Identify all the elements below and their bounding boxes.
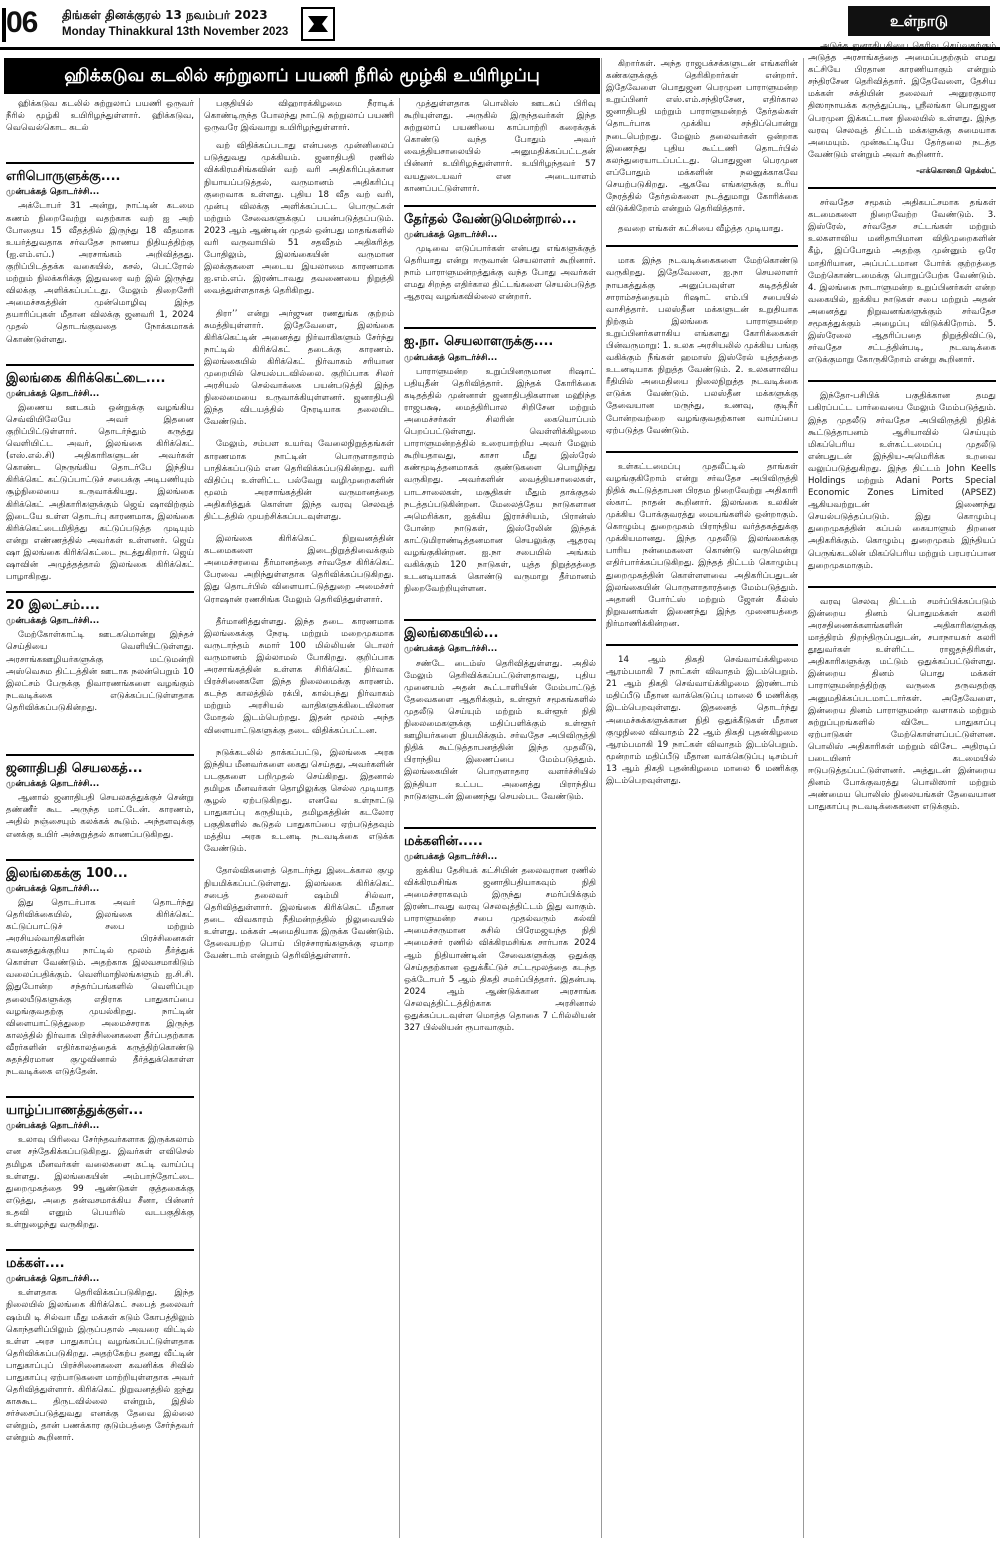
continued-dateline: முன்பக்கத் தொடர்ச்சி... <box>6 616 100 627</box>
story-body: ஆனால் ஜனாதிபதி செயலகத்துக்குச் சென்று தண்ணீர் கூட அருந்த மாட்டேன். காரணம், அதில் நஞ்சையும் கலக்கக் கூடும். அந்தளவுக்கு எனக்கு உயிர் அச்சுறுத்தல் காணப்படுகிறது. <box>6 793 194 840</box>
story-title: இலங்கையில்... <box>404 626 499 642</box>
story-body: இலங்கை கிரிக்கெட் நிறுவனத்தின் கடமைகளை இடைநிறுத்திவைக்கும் அமைச்சரவை தீர்மானத்தை சர்வதேச கிரிக்கெட் பேரவை அறிந்துள்ளதாக தெரிவிக்கப்படுகிறது. இது தொடர்பில் விளையாட்டுத்துறை அமைச்சர் ரொஷான் ரணசிங்க மேலும் தெரிவித்துள்ளார். <box>204 534 394 605</box>
section-divider <box>404 327 596 329</box>
section-divider <box>6 162 194 164</box>
story-body: பகுதியில் விஹாரக்கிழமை நீராடிக் கொண்டிருந்த போலந்து நாட்டு சுற்றுலாப் பயணி ஒருவரே இவ்வாறு உயிரிழந்துள்ளார். <box>204 99 394 134</box>
continued-dateline: முன்பக்கத் தொடர்ச்சி... <box>6 1274 100 1285</box>
column-2 <box>204 98 394 1538</box>
story-title: யாழ்ப்பாணத்துக்குள்... <box>6 1103 144 1119</box>
lead-headline: ஹிக்கடுவ கடலில் சுற்றுலாப் பயணி நீரில் மூழ்கி உயிரிழப்பு <box>4 58 600 94</box>
story-body: சண்டே டைம்ஸ் தெரிவித்துள்ளது. அதில் மேலும் தெரிவிக்கப்பட்டுள்ளதாவது, புதிய முனையம் அதன் கூட்டாளியின் மேம்பாட்டுத் தேவைகளை ஆதரிக்கும், உள்ளூர் சமூகங்களில் முதலீடு செய்யும் மற்றும் உள்ளூர் நிதி நிலைமைகளுக்கு மதிப்பளிக்கும் உள்ளூர் ஊழியர்களை நியமிக்கும். சர்வதேச அபிவிருத்தி நிதிக் கூட்டுத்தாபனத்தின் இந்த முதலீடு, பிராந்திய இணைப்பை மேம்படுத்தும். இலங்கையின் பொருளாதார வளர்ச்சியில் இந்தியா உட்பட அனைத்து பிராந்திய நாடுகளுடன் இணைந்து செயல்பட வேண்டும். <box>404 658 596 802</box>
lead-story-body: ஹிக்கடுவ கடலில் சுற்றுலாப் பயணி ஒருவர் நீரில் மூழ்கி உயிரிழந்துள்ளார். ஹிக்கடுவ, வெவெல்கொட கடல் <box>6 99 194 134</box>
column-rule <box>399 98 400 1538</box>
continued-dateline: முன்பக்கத் தொடர்ச்சி... <box>6 779 100 790</box>
story-body: திரா’’ என்று அர்ஜுன ரணதுங்க குற்றம் சுமத்தியுள்ளார். இதேவேளை, இலங்கை கிரிக்கெட்டின் அனைத்து நிர்வாகிகளும் சேர்ந்து நாட்டில் கிரிக்கெட் தடைக்கு காரணம். இலங்கையில் கிரிக்கெட் நிர்வாகம் சரியான முறையில் செயல்படவில்லை. குறிப்பாக சிலர் அரசியல் செல்வாக்கை பயன்படுத்தி இந்த நிலைமையை உருவாக்கியுள்ளனர். ஜனாதிபதி இந்த விடயத்தில் நேரடியாக தலையிட வேண்டும். <box>204 308 394 428</box>
section-divider <box>404 205 596 207</box>
story-title: மக்களின்..... <box>404 833 483 849</box>
column-rule <box>601 58 602 1538</box>
section-divider <box>606 451 798 453</box>
section-divider <box>6 1249 194 1251</box>
section-divider <box>6 754 194 756</box>
section-divider <box>606 245 798 247</box>
story-body: முத்துள்ளதாக பொலிஸ் ஊடகப் பிரிவு கூறியுள்ளது. அருகில் இருந்தவர்கள் இந்த சுற்றுலாப் பயணியை காப்பாற்றி கரைக்குக் கொண்டு வந்த போதும் அவர் வைத்தியசாலையில் அனுமதிக்கப்பட்டதன் பின்னர் உயிரிழந்துள்ளார். உயிரிழந்தவர் 57 வயதுடையவர் என அடையாளம் காணப்பட்டுள்ளார். <box>404 99 596 194</box>
section-divider <box>808 586 996 588</box>
continued-dateline: முன்பக்கத் தொடர்ச்சி... <box>404 851 498 862</box>
story-body: நடுக்கடலில் தாக்கப்பட்டு, இலங்கை அரசு இந்திய மீனவர்களை கைது செய்தது, அவர்களின் படகுகளை பறிமுதல் செய்கிறது. இதனால் தமிழக மீனவர்கள் தொழிலுக்கு செல்ல முடியாத சூழல் ஏற்படுகிறது. எனவே உள்நாட்டு பாதுகாப்பு கருதியும், தமிழகத்தின் கடலோர பகுதிகளில் கூடுதல் பாதுகாப்பை ஏற்படுத்தவும் மத்திய அரசு உடனடி நடவடிக்கை எடுக்க வேண்டும். <box>204 747 394 855</box>
page-number: 06 <box>6 6 38 39</box>
story-title: எரிபொருளுக்கு.... <box>6 169 121 185</box>
story-title: மக்கள்.... <box>6 1256 65 1272</box>
story-body: சர்வதேச சமூகம் அதிகபட்சமாக தங்கள் கடமைகளை நிறைவேற்ற வேண்டும். 3. இஸ்ரேல், சர்வதேச சட்டங்கள் மற்றும் உலகளாவிய மனிதாபிமான விதிமுறைகளின் கீழ், இப்போதும் அதற்கு முன்னும் ஒரே மாதிரியான, அப்பட்டமான போர்க் குற்றத்தை மேற்கொண்டமைக்கு பொறுப்பேற்க வேண்டும். 4. இலங்கை நாடாளுமன்ற உறுப்பினர்கள் என்ற வகையில், ஐக்கிய நாடுகள் சபை மற்றும் அதன் அனைத்து நிறுவனங்களுக்கும் சர்வதேச சமூகத்துக்கும் அழைப்பு விடுக்கிறோம். 5. இஸ்ரேலை ஆதரிப்பதை நிறுத்திவிட்டு, சர்வதேச சட்டத்தின்படி, நடவடிக்கை எடுக்குமாறு கோருகிறோம் என்று கூறினார். <box>808 198 996 366</box>
column-rule <box>803 58 804 1538</box>
continued-dateline: முன்பக்கத் தொடர்ச்சி... <box>404 644 498 655</box>
story-title: இலங்கை கிரிக்கெட்டை.... <box>6 370 166 386</box>
story-body: 14 ஆம் திகதி செவ்வாய்க்கிழமை ஆரம்பமாகி 7 நாட்கள் விவாதம் இடம்பெறும். 21 ஆம் திகதி செவ்வாய்க்கிழமை இரண்டாம் மதிப்பீடு மீதான வாக்கெடுப்பு மாலை 6 மணிக்கு இடம்பெறவுள்ளது. இதனைத் தொடர்ந்து அமைச்சுக்களுக்கான நிதி ஒதுக்கீடுகள் மீதான குழுநிலை விவாதம் 22 ஆம் திகதி புதன்கிழமை ஆரம்பமாகி 19 நாட்கள் விவாதம் இடம்பெறும். மூன்றாம் மதிப்பீடு மீதான வாக்கெடுப்பு டிசம்பர் 13 ஆம் திகதி புதன்கிழமை மாலை 6 மணிக்கு இடம்பெறவுள்ளது. <box>606 655 798 786</box>
story-body: அடுத்த ஜனாதிபதியை தெரிவு செய்வதற்கும் அடுத்த அரசாங்கத்தை அமைப்பதற்கும் எமது கட்சியே பிரதான காரணியாகும் என்றும் சந்திரசேன தெரிவித்தார். இதேவேளை, தேசிய மக்கள் சக்தியின் தலைவர் அனுரகுமார திஸாநாயக்க கருத்துப்படி, ஸ்ரீலங்கா பொதுஜன பெரமுன இக்கட்டான நிலையில் உள்ளது. இந்த வரவு செலவுத் திட்டம் மக்களுக்கு சுமையாக அமையும். முன்கூட்டியே தேர்தலை நடத்த வேண்டும் என்றும் அவர் கூறினார். <box>808 41 996 160</box>
story-body: கிறார்கள். அந்த ராஜபக்சக்களுடன் எங்களின் கண்களுக்குத் தெரிகிறார்கள் என்றார். இதேவேளை பொதுஜன பெரமுன பாராளுமன்ற உறுப்பினர் எஸ்.எம்.சந்திரசேன, எதிர்கால ஜனாதிபதி மற்றும் பாராளுமன்றத் தேர்தல்கள் தொடர்பாக முக்கிய சந்திப்பொன்று நடைபெற்றது. மேலும் தலைவர்கள் ஒன்றாக இணைந்து புதிய கூட்டணி தொடர்பில் கலந்துரையாடப்பட்டது. பொதுஜன பெரமுன எப்போதும் மக்களின் நலனுக்காகவே செயற்படுகிறது. ஆகவே எங்களுக்கு உரிய நேரத்தில் தேர்தல்களை நடத்துமாறு கோரிக்கை விடுக்கிறோம் என்றும் தெரிவித்தார். <box>606 59 798 215</box>
story-body: தவறை எங்கள் கட்சியை வீழ்த்த முடியாது. <box>618 224 784 235</box>
column-1 <box>6 98 194 1538</box>
story-body: இணைய ஊடகம் ஒன்றுக்கு வழங்கிய செவ்வியிலேயே அவர் இதனை குறிப்பிட்டுள்ளார். தொடர்ந்தும் கருத்து வெளியிட்ட அவர், இலங்கை கிரிக்கெட் (எஸ்.எல்.சி) அதிகாரிகளுடன் அவர்கள் கொண்ட நெருங்கிய தொடர்பே இந்திய கிரிக்கெட் கட்டுப்பாட்டுச் சபைக்கு அடிபணியும் சூழ்நிலையை உருவாக்கியது. இலங்கை கிரிக்கெட் அதிகாரிகளுக்கும் ஜெய் ஷாவிற்கும் இடையே உள்ள தொடர்பு காரணமாக, இலங்கை கிரிக்கெட்டைமிதித்து கட்டுப்படுத்த முடியும் என்று எண்ணத்தில் அவர்கள் உள்ளனர். ஜெய் ஷா இலங்கை கிரிக்கெட்டை நடத்துகிறார். ஜெய் ஷாவின் அழுத்தத்தால் இலங்கை கிரிக்கெட் பாழாகிறது. <box>6 402 194 583</box>
story-body: முடிவை எடுப்பார்கள் என்பது எங்களுக்குத் தெரியாது என்று ஈருவான் செயலாளர் கூறினார். நாம் பாராளுமன்றத்துக்கு வந்த போது அவர்கள் எமது சிறந்த எதிர்கால திட்டங்களை செயல்படுத்த ஆதரவு வழங்கவில்லை என்றார். <box>404 243 596 303</box>
section-label: உள்நாடு <box>848 6 990 36</box>
continued-dateline: முன்பக்கத் தொடர்ச்சி... <box>404 229 498 240</box>
section-divider <box>808 187 996 189</box>
story-body: வரவு செலவு திட்டம் சமர்ப்பிக்கப்படும் இன்றைய தினம் பொதுமக்கள் கலரி அரசதிணைக்களங்களின் அதிகாரிகளுக்கு மாத்திரம் திறந்திருப்பதுடன், சபாநாயகர் கலரி தூதுவர்கள் உள்ளிட்ட ராஜதந்திரிகள், அதிகாரிகளுக்கு மட்டும் ஒதுக்கப்பட்டுள்ளது. இன்றைய தினம் பொது மக்கள் பாராளுமன்றத்திற்கு வருகை தருவதற்கு அனுமதிக்கப்படமாட்டார்கள். அதேவேளை, இன்றைய தினம் பாராளுமன்ற வளாகம் மற்றும் சுற்றுப்புறங்களில் விசேட பாதுகாப்பு ஏற்பாடுகள் மேற்கொள்ளப்பட்டுள்ளன. பொலிஸ் அதிகாரிகள் மற்றும் விசேட அதிரடிப் படையினர் கடமையில் ஈடுபடுத்தப்பட்டுள்ளனர். அத்துடன் இன்றைய தினம் போக்குவரத்து பொலிஸார் மற்றும் அண்மைய பொலிஸ் நிலையங்கள் தேவையான பாதுகாப்பு நடவடிக்கைகளை எடுக்கும். <box>808 596 996 813</box>
story-body: மாக இந்த நடவடிக்கைகளை மேற்கொண்டு வருகிறது. இதேவேளை, ஐ.நா செயலாளர் நாயகத்துக்கு அனுப்பவுள்ள கடிதத்தின் சாராம்சத்தையும் ரிஷாட் எம்.பி சபையில் வாசித்தார். பலஸ்தீன மக்களுடன் உறுதியாக நிற்கும் இலங்கை பாராளுமன்ற உறுப்பினர்களாகிய எங்களது கோரிக்கைகள் பின்வருமாறு: 1. உலக அரசியலில் முக்கிய பங்கு வகிக்கும் நீங்கள் ஹமாஸ் இஸ்ரேல் யுத்தத்தை உடனடியாக நிறுத்த வேண்டும். 2. உலகளாவிய ரீதியில் அமைதியை நிலைநிறுத்த நடவடிக்கை எடுக்க வேண்டும். பலஸ்தீன மக்களுக்கு தேவையான மருந்து, உணவு, குடிநீர் போன்றவற்றை வழங்குவதற்கான வாய்ப்பை ஏற்படுத்த வேண்டும். <box>606 256 798 436</box>
story-body: உள்ளதாக தெரிவிக்கப்படுகிறது. இந்த நிலையில் இலங்கை கிரிக்கெட் சபைத் தலைவர் ஷம்மி டி சில்வா மீது மக்கள் கடும் கோபத்திலும் கொந்தளிப்பிலும் இருப்பதால் அவரை விட்டில் உள்ள அரச பாதுகாப்பு வழங்கப்பட்டுள்ளதாக தெரிவிக்கப்படுகிறது. அதற்கேற்ப தனது வீட்டின் பாதுகாப்புப் பிரச்சினைகளை கவனிக்க சிவில் பாதுகாப்பு ஏற்பாடுகளை மாற்றியுள்ளதாக அவர் தெரிவித்துள்ளார். கிரிக்கெட் நிறுவனத்தில் ஐந்து காசுகூட திருடவில்லை என்றும், இதில் சர்ச்சைப்படுத்துவது எனக்கு தேவை இல்லை என்றும், தான் பணக்கார குடும்பத்தை சேர்ந்தவர் என்றும் கூறினார். <box>6 1288 194 1444</box>
section-divider <box>606 644 798 646</box>
column-rule <box>199 98 200 1538</box>
story-body: உள்கட்டமைப்பு முதலீட்டில் தாங்கள் வழங்குகிறோம் என்று சர்வதேச அபிவிருத்தி நிதிக் கூட்டுத்தாபன பிரதம நிறைவேற்று அதிகாரி ஸ்காட் நாதன் கூறினார். இலங்கை உலகின் முக்கிய போக்குவரத்து மையங்களில் ஒன்றாகும். கொழும்பு துறைமுகம் பிராந்திய வர்த்தகத்துக்கு முக்கியமானது. இந்த முதலீடு இலங்கைக்கு பாரிய நன்மைகளை கொண்டு வருமென்று எதிர்பார்க்கப்படுகிறது. இந்தத் திட்டம் கொழும்பு துறைமுகத்தின் கொள்ளளவை அதிகரிப்பதுடன் இலங்கையின் பொருளாதாரத்தை மேம்படுத்தும். அதானி போர்ட்ஸ் மற்றும் ஜோன் கீல்ஸ் நிறுவனங்கள் இணைந்து இந்த முனையத்தை நிர்மாணிக்கின்றன. <box>606 461 798 629</box>
story-body: தீர்மானித்துள்ளது. இந்த தடை காரணமாக இலங்கைக்கு நேரடி மற்றும் மறைமுகமாக வருடாந்தம் சுமார் 100 மில்லியன் டொலர் வருமானம் இல்லாமல் போகிறது. குறிப்பாக அரசாங்கத்தின் உள்ளக சிரிக்கெட் நிர்வாக பிரச்சினைகளே இந்த நிலைமைக்கு காரணம். கடந்த காலத்தில் ரக்பி, கால்பந்து நிர்வாகம் மற்றும் அரசியல் வாதிகளுக்கிடையிலான மோதல் இடம்பெற்றது. இதன் மூலம் அந்த விளையாட்டுகளுக்கு தடை விதிக்கப்பட்டன. <box>204 616 394 736</box>
section-divider <box>808 380 996 382</box>
story-body: வற் விதிக்கப்படாது என்பதை முன்னிலைப் படுத்துவது முக்கியம். ஜனாதிபதி ரணில் விக்கிரமசிங்கவின் வற் வரி அதிகரிப்புக்கான நியாயப்படுத்தல், வருமானம் அதிகரிப்பு குறைவாக உள்ளது. புதிய 18 வீத வற் வரி, முன்பு விலக்கு அளிக்கப்பட்ட பொருட்கள் மற்றும் சேவைகளுக்குப் பயன்படுத்தப்படும். 2023 ஆம் ஆண்டின் முதல் ஒன்பது மாதங்களில் வரி வருவாயில் 51 சதவீதம் அதிகரித்த போதிலும், இலங்கையின் வருமான இலக்குகளை அடைய இயலாமை காரணமாக ஐ.எம்.எப். இரண்டாவது தவணையை நிறுத்தி வைத்துள்ளதாகத் தெரிகிறது. <box>204 141 394 297</box>
story-title: இலங்கைக்கு 100... <box>6 865 128 881</box>
story-body: தோல்விகளைத் தொடர்ந்து இடைக்கால குழு நியமிக்கப்பட்டுள்ளது. இலங்கை கிரிக்கெட் சபைத் தலைவர் ஷம்மி சில்வா, தெரிவித்துள்ளார். இலங்கை கிரிக்கெட் மீதான தடை விவகாரம் நீதிமன்றத்தில் நிலுவையில் உள்ளது. மக்கள் அமைதியாக இருக்க வேண்டும். தேவையற்ற பொய் பிரச்சாரங்களுக்கு ஏமாற வேண்டாம் என்றும் தெரிவித்துள்ளார். <box>204 866 394 962</box>
story-body: ஐக்கிய தேசியக் கட்சியின் தலைவரான ரணில் விக்கிரமசிங்க ஜனாதிபதியாகவும் நிதி அமைச்சராகவும் இருந்து சமர்ப்பிக்கும் இரண்டாவது வரவு செலவுத்திட்டம் இது வாகும். பாராளுமன்ற சபை முதல்வரும் கல்வி அமைச்சருமான சுசில் பிரேமஜயந்த நிதி அமைச்சர் ரணில் விக்கிரமசிங்க சார்பாக 2024 ஆம் நிதியாண்டின் சேவைகளுக்கு ஒதுக்கு செய்ததற்கான ஒதுக்கீட்டுச் சட்டமூலத்தை கடந்த ஒக்டோபர் 5 ஆம் திகதி சமர்ப்பித்தார். இதன்படி 2024 ஆம் ஆண்டுக்கான அரசாங்க செலவுத்திட்டத்திற்காக அரசினால் ஒதுக்கப்படவுள்ள மொத்த தொகை 7 ட்ரில்லியன் 327 பில்லியன் ரூபாவாகும். <box>404 865 596 1034</box>
story-body: மேற்கோள்காட்டி ஊடகமொன்று இந்தச் செய்தியை வெளியிட்டுள்ளது. அரசாங்கஊழியர்களுக்கு மட்டுமன்றி அஸ்வெசும திட்டத்தின் ஊடாக நலன்பெறும் 10 இலட்சம் பேருக்கு நிவாரணங்களை வழங்கும் நடவடிக்கை எடுக்கப்பட்டுள்ளதாக தெரிவிக்கப்படுகின்றது. <box>6 630 194 713</box>
thinakkural-logo-icon <box>300 6 336 42</box>
column-4 <box>606 58 798 1538</box>
continued-dateline: முன்பக்கத் தொடர்ச்சி... <box>6 1121 100 1132</box>
story-body: உலாவு பிரிவை சேர்ந்தவர்களாக இருக்கலாம் என சந்தேகிக்கப்படுகிறது. இவர்கள் எவிசெல் தமிழக மீனவர்கள் வலைகளை கட்டி வாய்ப்பு உள்ளது. இலங்கையின் அம்பாந்தோட்டை துறைமுகத்தை 99 ஆண்டுகள் குத்தகைக்கு எடுத்து, அதை தன்வசமாக்கிய சீனா, பின்னர் உதவி எனும் பெயரில் வடபகுதிக்கு உள்நுழைந்து வருகிறது. <box>6 1135 194 1231</box>
section-divider <box>6 859 194 861</box>
continued-dateline: முன்பக்கத் தொடர்ச்சி... <box>6 187 100 198</box>
column-3 <box>404 98 596 1538</box>
header-date-tamil: திங்கள் தினக்குரல் 13 நவம்பர் 2023 <box>62 8 268 22</box>
source-credit: -எக்கொனமி நெக்ஸ்ட் <box>915 165 996 175</box>
story-body: இந்தோ-பசிபிக் பகுதிக்கான தமது பகிரப்பட்ட பார்வையை மேலும் மேம்படுத்தும். இந்த முதலீடு சர்வதேச அபிவிருத்தி நிதிக் கூட்டுத்தாபனம் ஆசியாவில் செய்யும் மிகப்பெரிய உள்கட்டமைப்பு முதலீடு என்பதுடன் இந்திய-அமெரிக்க உறவை வலுப்படுத்துகிறது. இந்த திட்டம் John Keells Holdings மற்றும் Adani Ports Special Economic Zones Limited (APSEZ) ஆகியவற்றுடன் இணைந்து செயல்படுத்தப்படும். இது கொழும்பு துறைமுகத்தின் கப்பல் கையாளும் திறனை அதிகரிக்கும். கொழும்பு துறைமுகம் இந்தியப் பெருங்கடலின் மிகப்பெரிய மற்றும் பரபரப்பான துறைமுகமாகும். <box>808 391 996 571</box>
story-title: 20 இலட்சம்.... <box>6 598 100 614</box>
section-divider <box>6 591 194 593</box>
header-date-english: Monday Thinakkural 13th November 2023 <box>62 26 289 38</box>
story-title: ஐ.நா. செயலாளருக்கு.... <box>404 334 554 350</box>
continued-dateline: முன்பக்கத் தொடர்ச்சி... <box>6 883 100 894</box>
story-body: அக்டோபர் 31 அன்று, நாட்டின் கடமை கணம் நிறைவேற்று வதற்காக வற் ஐ அற் போதைய 15 வீதத்தில் இருந்து 18 வீதமாக உயர்த்துவதாக சர்வதேச நாணய நிதியத்திற்கு (ஐ.எம்.எப்.) அரசாங்கம் அறிவித்தது. குறிப்பிடத்தக்க வகையில், கசல், பெட்ரோல் மற்றும் நிலக்கரிக்கு இதுவரை வற் இல் இருந்து விலக்கு அளிக்கப்பட்டது. மேலும் திறைசேரி அமைச்சகத்தின் முன்மொழிவு இந்த தயாரிப்புகள் மீதான விலக்கு ஜனவரி 1, 2024 முதல் தொடங்குவதை நோக்கமாகக் கொண்டுள்ளது. <box>6 201 194 345</box>
story-title: ஜனாதிபதி செயலகத்... <box>6 761 143 777</box>
section-divider <box>6 364 194 366</box>
section-divider <box>404 619 596 621</box>
story-body: பாராளுமன்ற உறுப்பினருமான ரிஷாட் பதியுதீன் தெரிவித்தார். இந்தக் கோரிக்கை கடிதத்தில் முன்னாள் ஜனாதிபதிகளான மஹிந்த ராஜபக்ஷ, மைத்திரிபால சிறிசேன மற்றும் அமைச்சர்கள் சிலரின் கையொப்பம் பெறப்பட்டுள்ளது. வெள்ளிக்கிழமை பாராளுமன்றத்தில் உரையாற்றிய அவர் மேலும் கூறியதாவது, காசா மீது இஸ்ரேல் கண்மூடித்தனமாகக் குண்டுகளை பொழிந்து வருகிறது. அவர்களின் வைத்தியசாலைகள், பாடசாலைகள், மசூதிகள் மீதும் தாக்குதல் நடத்தப்படுகின்றன. மேலைத்தேய நாடுகளான அமெரிக்கா, ஐக்கிய இராச்சியம், பிரான்ஸ் போன்ற நாடுகள், இஸ்ரேலின் இந்தக் காட்டுமிராண்டித்தனமான செயலுக்கு ஆதரவு வழங்குகின்றன. ஐ.நா சபையில் அங்கம் வகிக்கும் 120 நாடுகள், யுத்த நிறுத்தத்தை உடனடியாகக் கொண்டு வருமாறு தீர்மானம் நிறைவேற்றியுள்ளன. <box>404 366 596 595</box>
continued-dateline: முன்பக்கத் தொடர்ச்சி... <box>6 388 100 399</box>
story-body: மேலும், சம்பள உயர்வு வேலைநிறுத்தங்கள் காரணமாக நாட்டின் பொருளாதாரம் பாதிக்கப்படும் என தெரிவிக்கப்படுகின்றது. வரி விதிப்பு உள்ளிட்ட பல்வேறு வழிமுறைகளின் மூலம் அரசாங்கத்தின் வருமானத்தை அதிகரித்துக் கொள்ள இந்த வரவு செலவுத் திட்டத்தில் முயற்சிக்கப்படவுள்ளது. <box>204 439 394 522</box>
story-body: இது தொடர்பாக அவர் தொடர்ந்து தெரிவிக்கையில், இலங்கை கிரிக்கெட் கட்டுப்பாட்டுச் சபை மற்றும் அரசியல்வாதிகளின் பிரச்சினைகள் கவனத்துக்குறிய நாட்டில் மூலம் தீர்த்துக் கொள்ள வேண்டும். அதற்காக இலவசமாகிடும் வலைப்பதிக்கும். வெளிமாநிலங்களும் ஐ.சி.சி. இதுபோன்ற சந்தர்ப்பங்களில் வெளிப்புற தலையீடுகளுக்கு எதிராக பாதுகாப்பை வழங்குவதற்கு முயல்கிறது. நாட்டின் விளையாட்டுத்துறை அமைச்சராக இருந்த காலத்தில் நிர்வாக பிரச்சினைகளை தீர்ப்பதற்காக வீரர்களின் எதிர்காலத்தைக் கருத்திற்கொண்டு சுதந்திரமான குழுவினால் தீர்த்துக்கொள்ள நடவடிக்கை எடுத்தேன். <box>6 897 194 1078</box>
column-5 <box>808 40 996 1538</box>
continued-dateline: முன்பக்கத் தொடர்ச்சி... <box>404 352 498 363</box>
story-title: தேர்தல் வேண்டுமென்றால்... <box>404 211 577 227</box>
section-divider <box>404 827 596 829</box>
section-divider <box>6 1096 194 1098</box>
